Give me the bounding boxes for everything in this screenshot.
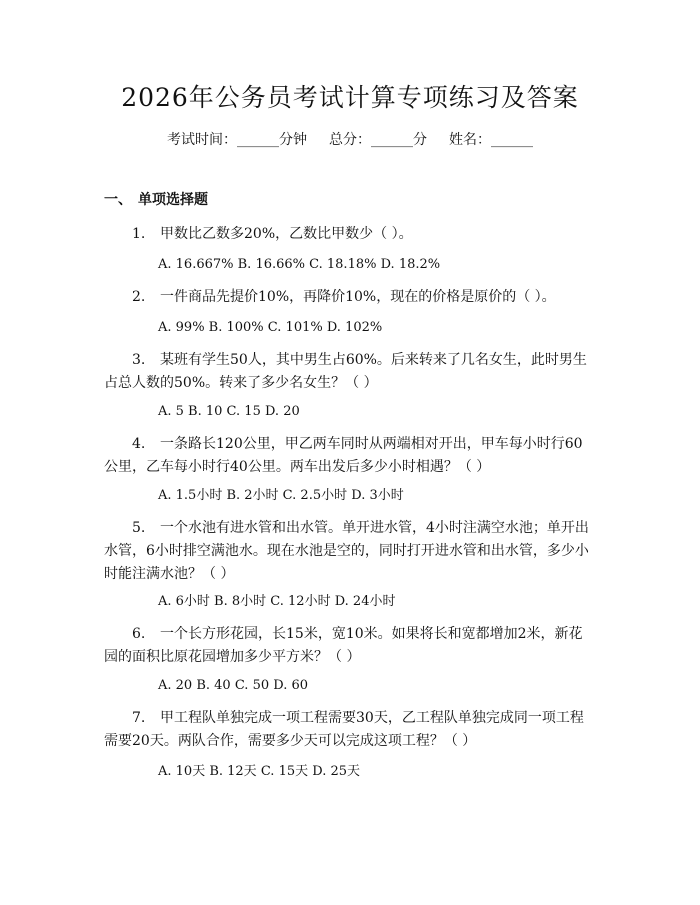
page-title: 2026年公务员考试计算专项练习及答案 — [121, 83, 579, 112]
question-5-options: A. 6小时 B. 8小时 C. 12小时 D. 24小时 — [158, 594, 396, 609]
total-score-field: 总分：______分 — [329, 132, 427, 148]
question-5 — [104, 517, 594, 586]
exam-info-line — [0, 130, 700, 150]
question-number: 5. — [132, 520, 146, 536]
question-2-options: A. 99% B. 100% C. 101% D. 102% — [158, 320, 383, 335]
question-number: 4. — [132, 436, 146, 452]
question-text: 某班有学生50人，其中男生占60%。后来转来了几名女生，此时男生占总人数的50%。转来了多少名女生？（ ） — [104, 352, 587, 391]
section-label: 单项选择题 — [138, 192, 208, 208]
question-number: 3. — [132, 352, 146, 368]
exam-time-field: 考试时间：______分钟 — [167, 132, 307, 148]
question-4 — [104, 433, 594, 479]
question-text: 一件商品先提价10%，再降价10%，现在的价格是原价的（ ）。 — [160, 289, 556, 305]
question-number: 6. — [132, 626, 146, 642]
question-6-options: A. 20 B. 40 C. 50 D. 60 — [158, 678, 309, 693]
question-3-options: A. 5 B. 10 C. 15 D. 20 — [158, 404, 300, 419]
name-field: 姓名：______ — [449, 132, 533, 148]
question-7 — [104, 707, 594, 753]
question-text: 一个长方形花园，长15米，宽10米。如果将长和宽都增加2米，新花园的面积比原花园增加多少平方米？（ ） — [104, 626, 583, 665]
section-heading — [104, 190, 208, 210]
question-4-options: A. 1.5小时 B. 2小时 C. 2.5小时 D. 3小时 — [158, 488, 404, 503]
question-7-options: A. 10天 B. 12天 C. 15天 D. 25天 — [158, 764, 361, 779]
question-text: 一条路长120公里，甲乙两车同时从两端相对开出，甲车每小时行60公里，乙车每小时行40公里。两车出发后多少小时相遇？（ ） — [104, 436, 583, 475]
question-number: 1. — [132, 226, 146, 242]
question-1 — [104, 223, 594, 246]
question-text: 甲工程队单独完成一项工程需要30天，乙工程队单独完成同一项工程需要20天。两队合作，需要多少天可以完成这项工程？（ ） — [104, 710, 584, 749]
section-number: 一、 — [104, 192, 132, 208]
question-text: 一个水池有进水管和出水管。单开进水管，4小时注满空水池；单开出水管，6小时排空满池水。现在水池是空的，同时打开进水管和出水管，多少小时能注满水池？（ ） — [104, 520, 589, 582]
question-number: 2. — [132, 289, 146, 305]
question-text: 甲数比乙数多20%，乙数比甲数少（ ）。 — [160, 226, 413, 242]
question-2 — [104, 286, 594, 309]
question-3 — [104, 349, 594, 395]
question-1-options: A. 16.667% B. 16.66% C. 18.18% D. 18.2% — [158, 257, 441, 272]
question-6 — [104, 623, 594, 669]
question-number: 7. — [132, 710, 146, 726]
